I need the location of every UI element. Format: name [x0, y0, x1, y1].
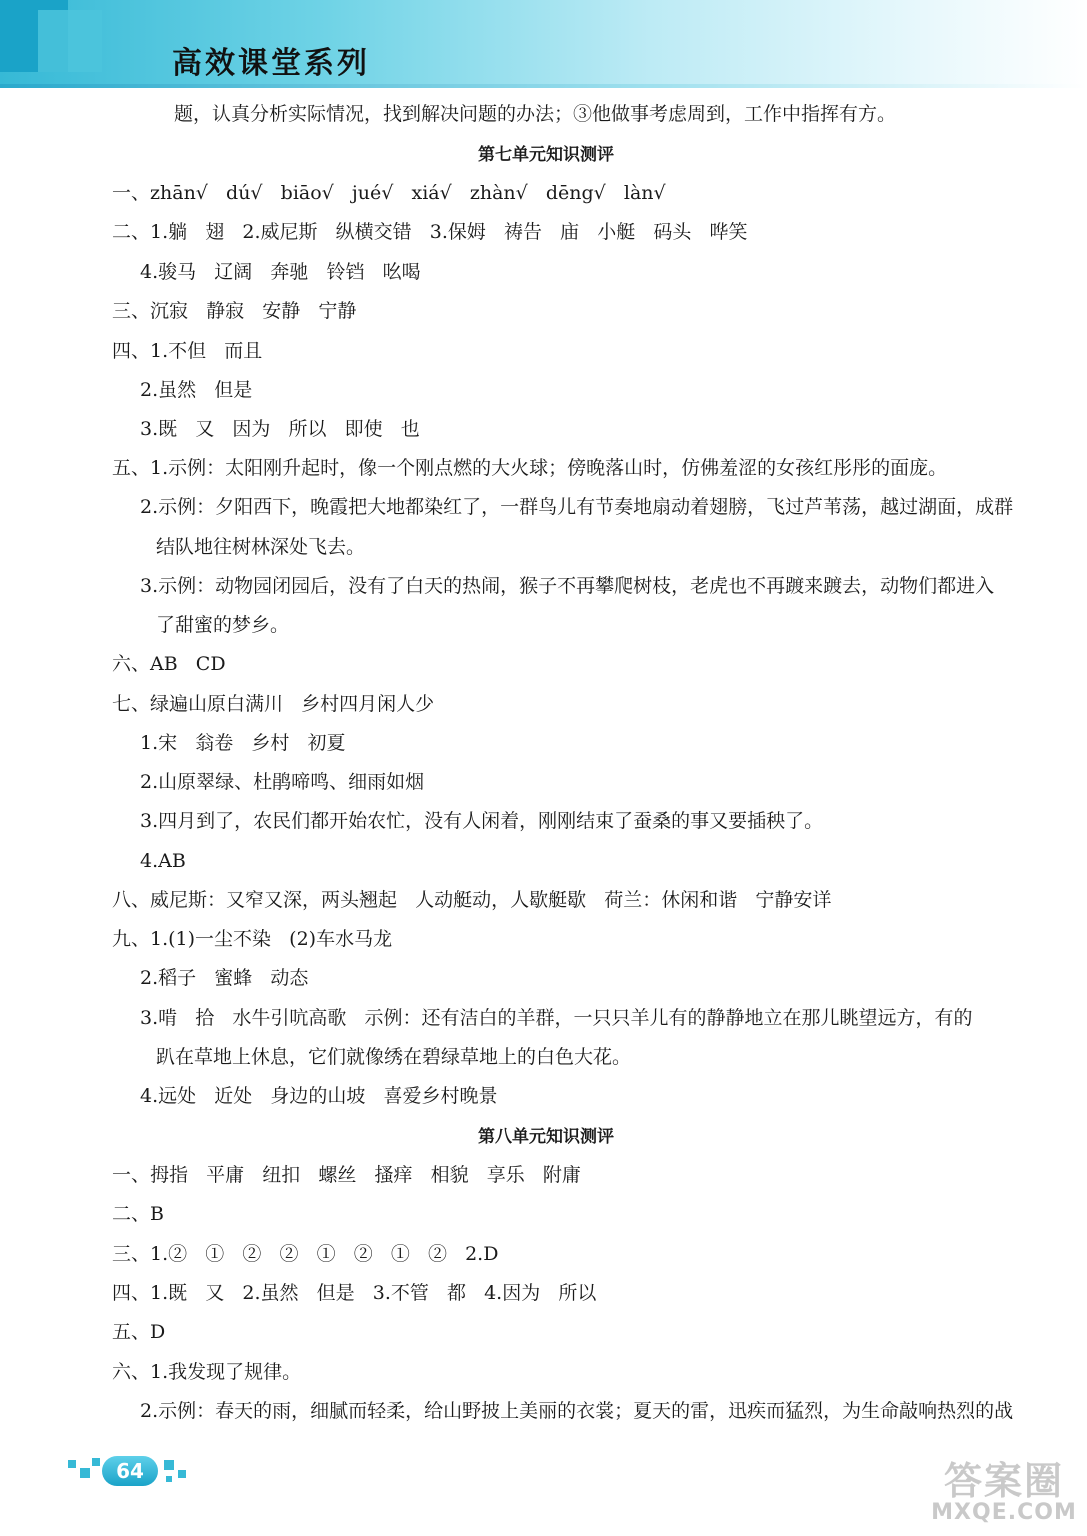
answer-line: 六、1.我发现了规律。 [112, 1361, 302, 1383]
continuation-line: 题，认真分析实际情况，找到解决问题的办法；③他做事考虑周到，工作中指挥有方。 [174, 103, 897, 125]
header-band [0, 0, 1087, 84]
header-banner [0, 0, 1087, 92]
decor-dot [164, 1460, 174, 1470]
answer-line: 二、B [112, 1203, 164, 1225]
unit8-title: 第八单元知识测评 [478, 1127, 614, 1147]
decor-dot [80, 1468, 90, 1478]
answer-line: 六、AB CD [112, 653, 226, 675]
answer-line: 2.示例：夕阳西下，晚霞把大地都染红了，一群鸟儿有节奏地扇动着翅膀，飞过芦苇荡，越过湖面，成群 [140, 496, 1014, 518]
answer-line: 了甜蜜的梦乡。 [156, 614, 290, 636]
answer-line: 结队地往树林深处飞去。 [156, 536, 366, 558]
header-square-light [38, 10, 102, 72]
answer-line: 3.啃 拾 水牛引吭高歌 示例：还有洁白的羊群，一只只羊儿有的静静地立在那儿眺望远方，有的 [140, 1007, 973, 1029]
answer-line: 八、威尼斯：又窄又深，两头翘起 人动艇动，人歇艇歇 荷兰：休闲和谐 宁静安详 [112, 889, 832, 911]
answer-line: 一、zhān√ dú√ biāo√ jué√ xiá√ zhàn√ dēng√ làn√ [112, 182, 666, 204]
decor-dot [92, 1458, 100, 1466]
answer-line: 4.AB [140, 850, 186, 872]
page-number: 64 [102, 1456, 158, 1486]
answer-line: 1.宋 翁卷 乡村 初夏 [140, 732, 346, 754]
header-underline [0, 84, 1087, 88]
answer-line: 二、1.躺 翅 2.威尼斯 纵横交错 3.保姆 祷告 庙 小艇 码头 哗笑 [112, 221, 748, 243]
answer-line: 3.四月到了，农民们都开始农忙，没有人闲着，刚刚结束了蚕桑的事又要插秧了。 [140, 810, 824, 832]
answer-line: 2.稻子 蜜蜂 动态 [140, 967, 309, 989]
answer-line: 三、1.② ① ② ② ① ② ① ② 2.D [112, 1243, 499, 1265]
answer-line: 4.远处 近处 身边的山坡 喜爱乡村晚景 [140, 1085, 498, 1107]
decor-dot [166, 1476, 172, 1482]
watermark-logo-text: 答案圈 [943, 1459, 1064, 1503]
watermark [929, 1450, 1079, 1530]
answer-line: 五、D [112, 1321, 166, 1343]
answer-line: 四、1.不但 而且 [112, 340, 263, 362]
series-title: 高效课堂系列 [172, 46, 370, 81]
answer-line: 3.示例：动物园闭园后，没有了白天的热闹，猴子不再攀爬树枝，老虎也不再踱来踱去，动物们都进入 [140, 575, 995, 597]
answer-line: 2.示例：春天的雨，细腻而轻柔，给山野披上美丽的衣裳；夏天的雷，迅疾而猛烈，为生命敲响热烈的战 [140, 1400, 1014, 1422]
answer-line: 趴在草地上休息，它们就像绣在碧绿草地上的白色大花。 [156, 1046, 632, 1068]
answer-line: 3.既 又 因为 所以 即使 也 [140, 418, 420, 440]
page-number-badge [66, 1450, 196, 1490]
answer-line: 2.山原翠绿、杜鹃啼鸣、细雨如烟 [140, 771, 425, 793]
answer-line: 一、拇指 平庸 纽扣 螺丝 搔痒 相貌 享乐 附庸 [112, 1164, 581, 1186]
decor-dot [178, 1470, 186, 1478]
answer-line: 四、1.既 又 2.虽然 但是 3.不管 都 4.因为 所以 [112, 1282, 597, 1304]
decor-dot [68, 1460, 76, 1468]
answer-line: 4.骏马 辽阔 奔驰 铃铛 吆喝 [140, 261, 421, 283]
answer-line: 2.虽然 但是 [140, 379, 253, 401]
answer-line: 三、沉寂 静寂 安静 宁静 [112, 300, 357, 322]
answer-line: 九、1.(1)一尘不染 (2)车水马龙 [112, 928, 393, 950]
answer-line: 五、1.示例：太阳刚升起时，像一个刚点燃的大火球；傍晚落山时，仿佛羞涩的女孩红彤彤的面庞。 [112, 457, 948, 479]
watermark-url: MXQE.COM [931, 1500, 1077, 1525]
answer-line: 七、绿遍山原白满川 乡村四月闲人少 [112, 693, 435, 715]
unit7-title: 第七单元知识测评 [478, 145, 614, 165]
